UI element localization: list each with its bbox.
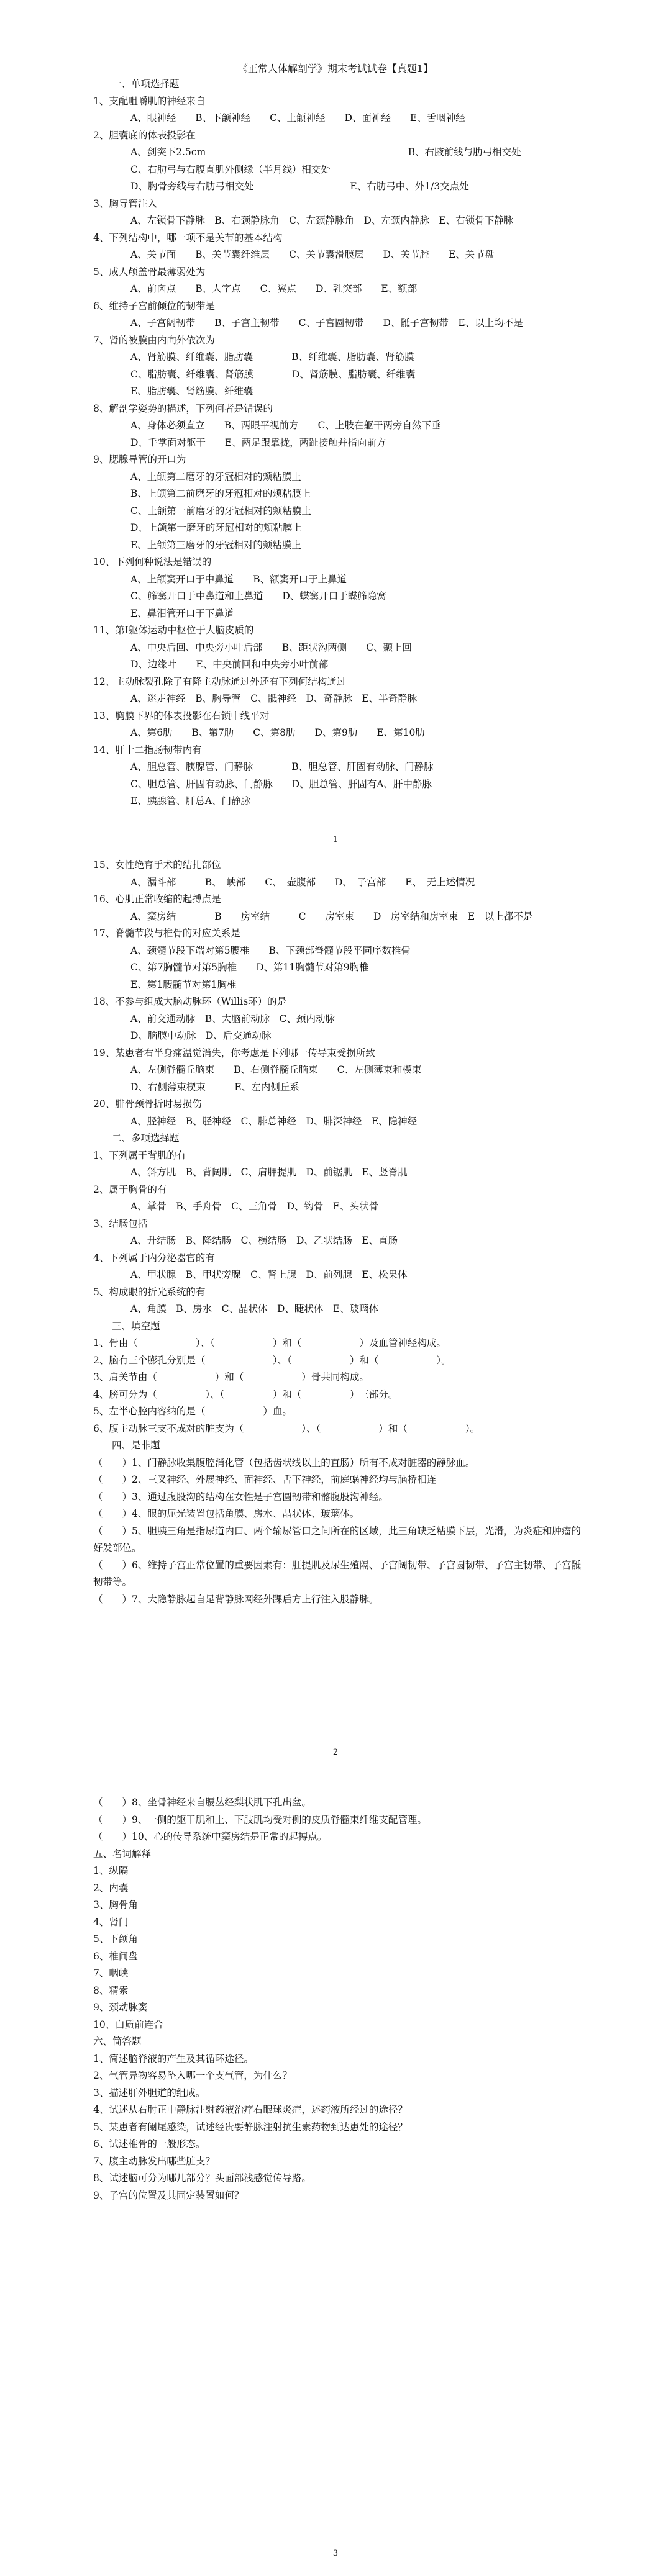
text-line: 1、简述脑脊液的产生及其循环途径。 <box>93 2053 253 2064</box>
text-line: 5、成人颅盖骨最薄弱处为 <box>93 266 206 278</box>
text-line: A、颈髓节段下端对第5腰椎 B、下颈部脊髓节段平同序数椎骨 <box>130 944 411 956</box>
text-line: 1、纵隔 <box>93 1865 129 1876</box>
text-line: A、上颌窦开口于中鼻道 B、额窦开口于上鼻道 <box>130 573 347 585</box>
text-line: （ ）2、三叉神经、外展神经、面神经、舌下神经，前庭蜗神经均与脑桥相连 <box>93 1474 437 1485</box>
text-line: 四、是非题 <box>112 1440 160 1451</box>
text-line: 1、支配咀嚼肌的神经来自 <box>93 95 206 107</box>
text-line: A、前交通动脉 B、大脑前动脉 C、颈内动脉 <box>130 1013 335 1024</box>
text-line: 14、肝十二指肠韧带内有 <box>93 744 202 756</box>
text-line: E、鼻泪管开口于下鼻道 <box>130 607 234 619</box>
text-line: 16、心肌正常收缩的起搏点是 <box>93 893 221 905</box>
text-line: E、脂肪囊、肾筋膜、纤维囊 <box>130 386 253 397</box>
text-line: A、左侧脊髓丘脑束 B、右侧脊髓丘脑束 C、左侧薄束和楔束 <box>130 1064 422 1075</box>
text-line: 4、下列属于内分泌器官的有 <box>93 1252 215 1263</box>
text-line: 1、骨由（ ）、（ ）和（ ）及血管神经构成。 <box>93 1337 446 1349</box>
text-line: 5、某患者有阑尾感染，试述经贵要静脉注射抗生素药物到达患处的途径？ <box>93 2121 408 2133</box>
text-line: 11、第Ⅰ躯体运动中枢位于大脑皮质的 <box>93 625 254 636</box>
text-line: A、角膜 B、房水 C、晶状体 D、睫状体 E、玻璃体 <box>130 1303 379 1314</box>
text-line: E、第1腰髓节对第1胸椎 <box>130 978 237 990</box>
text-line: A、剑突下2.5cm B、右腋前线与肋弓相交处 <box>130 147 521 158</box>
text-line: A、窦房结 B 房室结 C 房室束 D 房室结和房室束 E 以上都不是 <box>130 910 533 922</box>
text-line: 7、腹主动脉发出哪些脏支？ <box>93 2155 215 2167</box>
text-line: A、斜方肌 B、背阔肌 C、肩胛提肌 D、前锯肌 E、竖脊肌 <box>130 1167 408 1178</box>
text-line: 3、描述肝外胆道的组成。 <box>93 2087 206 2099</box>
text-line: 9、腮腺导管的开口为 <box>93 454 186 465</box>
text-line: 5、下颌角 <box>93 1933 138 1945</box>
text-line: A、前囟点 B、人字点 C、翼点 D、乳突部 E、额部 <box>130 283 418 294</box>
text-line: 6、试述椎骨的一般形态。 <box>93 2138 206 2149</box>
text-line: A、漏斗部 B、 峡部 C、 壶腹部 D、 子宫部 E、 无上述情况 <box>130 876 475 888</box>
text-line: 4、试述从右肘正中静脉注射药液治疗右眼球炎症，述药液所经过的途径？ <box>93 2104 408 2115</box>
document-title: 《正常人体解剖学》期末考试试卷【真题1】 <box>237 63 434 75</box>
text-line: （ ）9、一侧的躯干肌和上、下肢肌均受对侧的皮质脊髓束纤维支配管理。 <box>93 1814 427 1825</box>
text-line: 9、颈动脉窦 <box>93 2002 148 2013</box>
text-line: A、身体必须直立 B、两眼平视前方 C、上肢在躯干两旁自然下垂 <box>130 420 441 431</box>
text-line: 4、下列结构中，哪一项不是关节的基本结构 <box>93 232 283 243</box>
text-line: 13、胸膜下界的体表投影在右锁中线平对 <box>93 710 270 721</box>
text-line: （ ）10、心的传导系统中窦房结是正常的起搏点。 <box>93 1831 327 1842</box>
page-2 <box>0 851 671 1782</box>
text-line: 3、胸导管注入 <box>93 197 157 209</box>
page-1 <box>0 0 671 844</box>
text-line: 5、构成眼的折光系统的有 <box>93 1286 206 1298</box>
text-line: 15、女性绝育手术的结扎部位 <box>93 859 221 870</box>
text-line: C、胆总管、肝固有动脉、门静脉 D、胆总管、肝固有A、肝中静脉 <box>130 778 432 790</box>
text-line: A、胫神经 B、胫神经 C、腓总神经 D、腓深神经 E、隐神经 <box>130 1115 418 1127</box>
text-line: A、上颌第二磨牙的牙冠相对的颊粘膜上 <box>130 471 301 482</box>
text-line: 三、填空题 <box>112 1320 160 1332</box>
text-line: 8、解剖学姿势的描述，下列何者是错误的 <box>93 402 273 414</box>
text-line: D、边缘叶 E、中央前回和中央旁小叶前部 <box>130 659 329 670</box>
page-number: 1 <box>332 835 339 844</box>
text-line: （ ）5、胆胰三角是指尿道内口、两个输尿管口之间所在的区域，此三角缺乏粘膜下层，光滑，为炎症和肿瘤的好发部位。 <box>93 1525 581 1553</box>
text-line: 7、肾的被膜由内向外依次为 <box>93 334 215 346</box>
text-line: 5、左半心腔内容纳的是（ ）血。 <box>93 1406 292 1417</box>
text-line: A、升结肠 B、降结肠 C、横结肠 D、乙状结肠 E、直肠 <box>130 1235 398 1246</box>
text-line: 9、子宫的位置及其固定装置如何？ <box>93 2189 244 2201</box>
text-line: 3、肩关节由（ ）和（ ）骨共同构成。 <box>93 1372 369 1383</box>
text-line: 18、不参与组成大脑动脉环（Willis环）的是 <box>93 996 287 1007</box>
page-2-content <box>93 857 590 1608</box>
text-line: 3、结肠包括 <box>93 1218 148 1229</box>
page-3 <box>0 1788 671 2576</box>
text-line: 4、膀可分为（ ）、（ ）和（ ）三部分。 <box>93 1388 398 1400</box>
page-3-content <box>93 1794 590 2204</box>
text-line: 10、白质前连合 <box>93 2018 163 2030</box>
text-line: （ ）8、坐骨神经来自腰丛经梨状肌下孔出盆。 <box>93 1797 311 1808</box>
text-line: 一、单项选择题 <box>112 78 180 89</box>
text-line: 7、咽峡 <box>93 1968 129 1979</box>
text-line: C、第7胸髓节对第5胸椎 D、第11胸髓节对第9胸椎 <box>130 962 369 973</box>
text-line: D、上颌第一磨牙的牙冠相对的颊粘膜上 <box>130 522 302 533</box>
text-line: （ ）1、门静脉收集腹腔消化管（包括齿状线以上的直肠）所有不成对脏器的静脉血。 <box>93 1457 475 1468</box>
text-line: A、迷走神经 B、胸导管 C、骶神经 D、奇静脉 E、半奇静脉 <box>130 693 418 704</box>
page-number: 2 <box>332 1748 339 1757</box>
text-line: A、中央后回、中央旁小叶后部 B、距状沟两侧 C、颞上回 <box>130 641 412 653</box>
text-line: 2、脑有三个膨孔分别是（ ）、（ ）和（ ）。 <box>93 1354 451 1366</box>
text-line: A、关节面 B、关节囊纤维层 C、关节囊滑膜层 D、关节腔 E、关节盘 <box>130 249 495 260</box>
text-line: 二、多项选择题 <box>112 1132 180 1144</box>
text-line: A、第6肋 B、第7肋 C、第8肋 D、第9肋 E、第10肋 <box>130 727 425 738</box>
text-line: 2、气管异物容易坠入哪一个支气管，为什么？ <box>93 2070 292 2081</box>
text-line: A、甲状腺 B、甲状旁腺 C、肾上腺 D、前列腺 E、松果体 <box>130 1269 408 1280</box>
text-line: 19、某患者右半身痛温觉消失，你考虑是下列哪一传导束受损所致 <box>93 1047 375 1059</box>
text-line: D、脑膜中动脉 D、后交通动脉 <box>130 1030 272 1041</box>
text-line: D、手掌面对躯干 E、两足跟靠拢，两趾接触并指向前方 <box>130 436 386 448</box>
text-line: A、眼神经 B、下颌神经 C、上颌神经 D、面神经 E、舌咽神经 <box>130 112 465 124</box>
text-line: A、掌骨 B、手舟骨 C、三角骨 D、钩骨 E、头状骨 <box>130 1201 379 1212</box>
text-line: （ ）6、维持子宫正常位置的重要因素有：肛提肌及尿生殖隔、子宫阔韧带、子宫圆韧带、子宫主韧带、子宫骶韧带等。 <box>93 1559 581 1588</box>
text-line: E、胰腺管、肝总A、门静脉 <box>130 795 251 807</box>
text-line: 4、肾门 <box>93 1916 129 1928</box>
page-number: 3 <box>332 2549 339 2558</box>
text-line: 五、名词解释 <box>93 1848 152 1860</box>
text-line: A、子宫阔韧带 B、子宫主韧带 C、子宫圆韧带 D、骶子宫韧带 E、以上均不是 <box>130 317 523 328</box>
text-line: A、胆总管、胰腺管、门静脉 B、胆总管、肝固有动脉、门静脉 <box>130 761 434 772</box>
text-line: D、右侧薄束楔束 E、左内侧丘系 <box>130 1081 299 1093</box>
text-line: 6、维持子宫前倾位的韧带是 <box>93 300 215 312</box>
text-line: C、筛窦开口于中鼻道和上鼻道 D、蝶窦开口于蝶筛隐窝 <box>130 590 386 602</box>
text-line: 8、精索 <box>93 1984 129 1996</box>
text-line: A、左锁骨下静脉 B、右颈静脉角 C、左颈静脉角 D、左颈内静脉 E、右锁骨下静脉 <box>130 215 514 226</box>
text-line: A、肾筋膜、纤维囊、脂肪囊 B、纤维囊、脂肪囊、肾筋膜 <box>130 351 414 363</box>
text-line: 6、椎间盘 <box>93 1950 138 1962</box>
text-line: B、上颌第二前磨牙的牙冠相对的颊粘膜上 <box>130 488 311 499</box>
page-1-content <box>93 76 590 810</box>
text-line: 2、内囊 <box>93 1882 129 1894</box>
text-line: 六、简答题 <box>93 2036 142 2047</box>
text-line: D、胸骨旁线与右肋弓相交处 E、右肋弓中、外1/3交点处 <box>130 181 469 192</box>
text-line: E、上颌第三磨牙的牙冠相对的颊粘膜上 <box>130 539 301 551</box>
text-line: （ ）3、通过腹股沟的结构在女性是子宫圆韧带和髂腹股沟神经。 <box>93 1491 388 1503</box>
text-line: （ ）4、眼的屈光装置包括角膜、房水、晶状体、玻璃体。 <box>93 1508 360 1519</box>
text-line: 12、主动脉裂孔除了有降主动脉通过外还有下列何结构通过 <box>93 676 347 687</box>
text-line: C、上颌第一前磨牙的牙冠相对的颊粘膜上 <box>130 505 311 517</box>
text-line: 1、下列属于背肌的有 <box>93 1149 186 1161</box>
text-line: 2、胆囊底的体表投影在 <box>93 129 196 141</box>
text-line: C、脂肪囊、纤维囊、肾筋膜 D、肾筋膜、脂肪囊、纤维囊 <box>130 368 416 380</box>
text-line: 3、胸骨角 <box>93 1899 138 1910</box>
text-line: C、右肋弓与右腹直肌外侧缘（半月线）相交处 <box>130 163 331 175</box>
text-line: 2、属于胸骨的有 <box>93 1183 167 1195</box>
text-line: （ ）7、大隐静脉起自足背静脉网经外踝后方上行注入股静脉。 <box>93 1593 379 1605</box>
text-line: 6、腹主动脉三支不成对的脏支为（ ）、（ ）和（ ）。 <box>93 1422 480 1434</box>
text-line: 10、下列何种说法是错误的 <box>93 556 212 567</box>
text-line: 8、试述脑可分为哪几部分？头面部浅感觉传导路。 <box>93 2172 311 2184</box>
text-line: 17、脊髓节段与椎骨的对应关系是 <box>93 928 240 939</box>
text-line: 20、腓骨颈骨折时易损伤 <box>93 1098 202 1109</box>
